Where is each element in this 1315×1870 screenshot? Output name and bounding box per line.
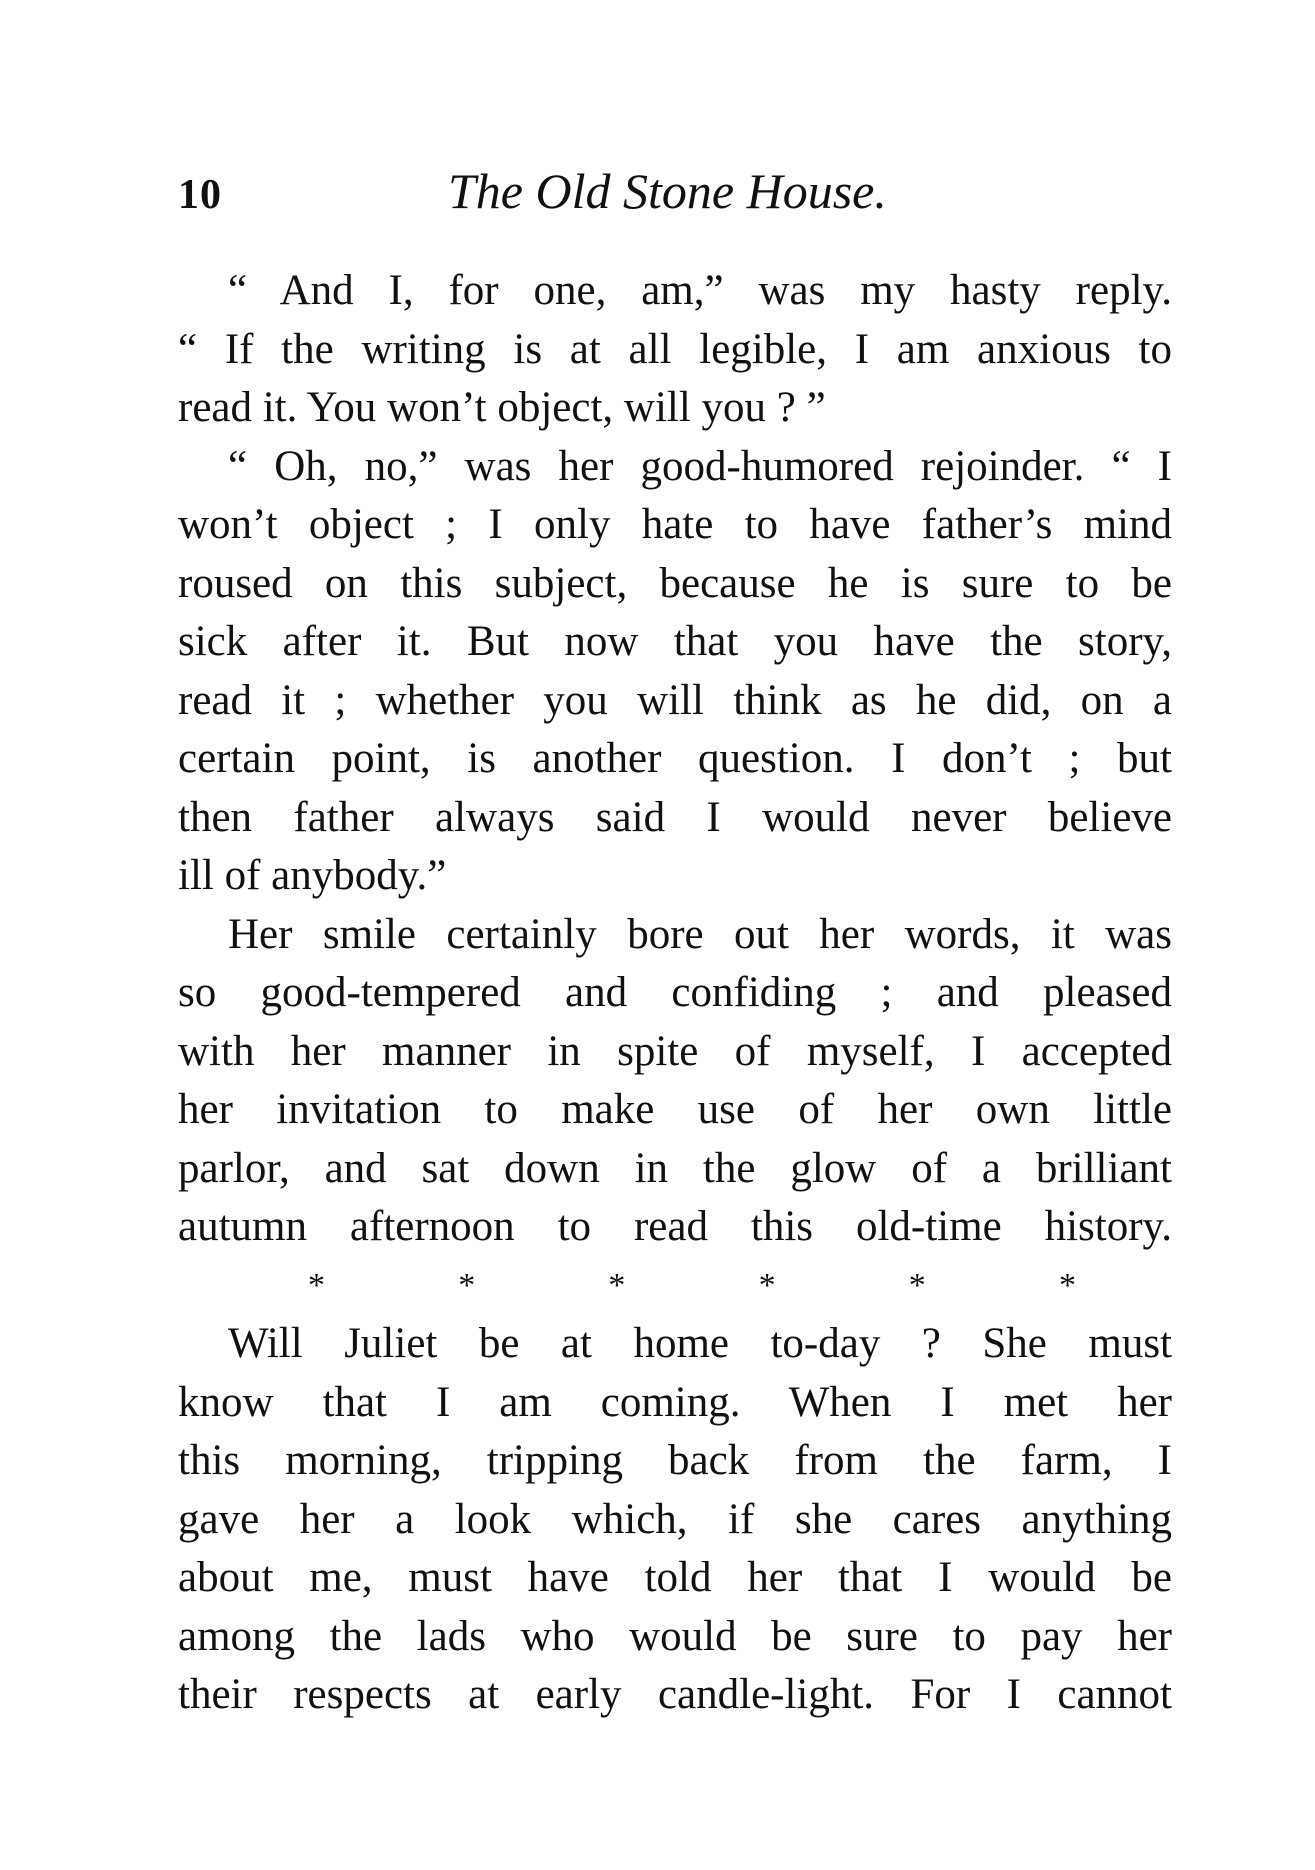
text-line-9: certain point, is another question. I don’t ; but <box>178 735 1172 782</box>
text-line-14: with her manner in spite of myself, I accepted <box>178 1027 1172 1075</box>
section-break-asterisk: * <box>458 1266 476 1304</box>
text-line-15: her invitation to make use of her own little <box>178 1086 1172 1133</box>
section-break-asterisk: * <box>1058 1266 1076 1304</box>
text-line-20: this morning, tripping back from the farm, I <box>178 1437 1172 1484</box>
text-line-23: among the lads who would be sure to pay her <box>178 1612 1172 1660</box>
text-line-2: “ If the writing is at all legible, I am anxious to <box>178 325 1172 373</box>
text-line-8: read it ; whether you will think as he did, on a <box>178 676 1172 724</box>
text-line-22: about me, must have told her that I would be <box>178 1554 1172 1601</box>
text-line-21: gave her a look which, if she cares anything <box>178 1495 1172 1543</box>
body-text <box>178 262 1172 1725</box>
text-line-4: “ Oh, no,” was her good-humored rejoinder. “ I <box>228 442 1172 490</box>
section-break-asterisk: * <box>608 1266 626 1304</box>
text-line-12: Her smile certainly bore out her words, it was <box>228 910 1172 958</box>
text-line-19: know that I am coming. When I met her <box>178 1378 1172 1426</box>
text-line-17: autumn afternoon to read this old-time history. <box>178 1203 1172 1250</box>
text-line-6: roused on this subject, because he is sure to be <box>178 559 1172 607</box>
text-line-1: “ And I, for one, am,” was my hasty reply. <box>228 267 1172 314</box>
section-break <box>308 1257 1076 1316</box>
text-line-11: ill of anybody.” <box>178 852 447 899</box>
text-line-24: their respects at early candle-light. For I cannot <box>178 1671 1172 1718</box>
text-line-13: so good-tempered and confiding ; and pleased <box>178 969 1172 1016</box>
section-break-asterisk: * <box>308 1266 325 1304</box>
running-title: The Old Stone House. <box>448 163 887 219</box>
text-line-10: then father always said I would never believe <box>178 793 1172 841</box>
section-break-asterisk: * <box>758 1266 776 1304</box>
page-header <box>178 152 1172 222</box>
text-line-18: Will Juliet be at home to-day ? She must <box>228 1320 1172 1367</box>
text-line-3: read it. You won’t object, will you ? ” <box>178 384 826 431</box>
text-line-5: won’t object ; I only hate to have father’s mind <box>178 501 1172 548</box>
text-line-16: parlor, and sat down in the glow of a brilliant <box>178 1144 1172 1192</box>
page-number: 10 <box>178 172 222 218</box>
section-break-asterisk: * <box>908 1266 926 1304</box>
text-line-7: sick after it. But now that you have the story, <box>178 618 1172 665</box>
